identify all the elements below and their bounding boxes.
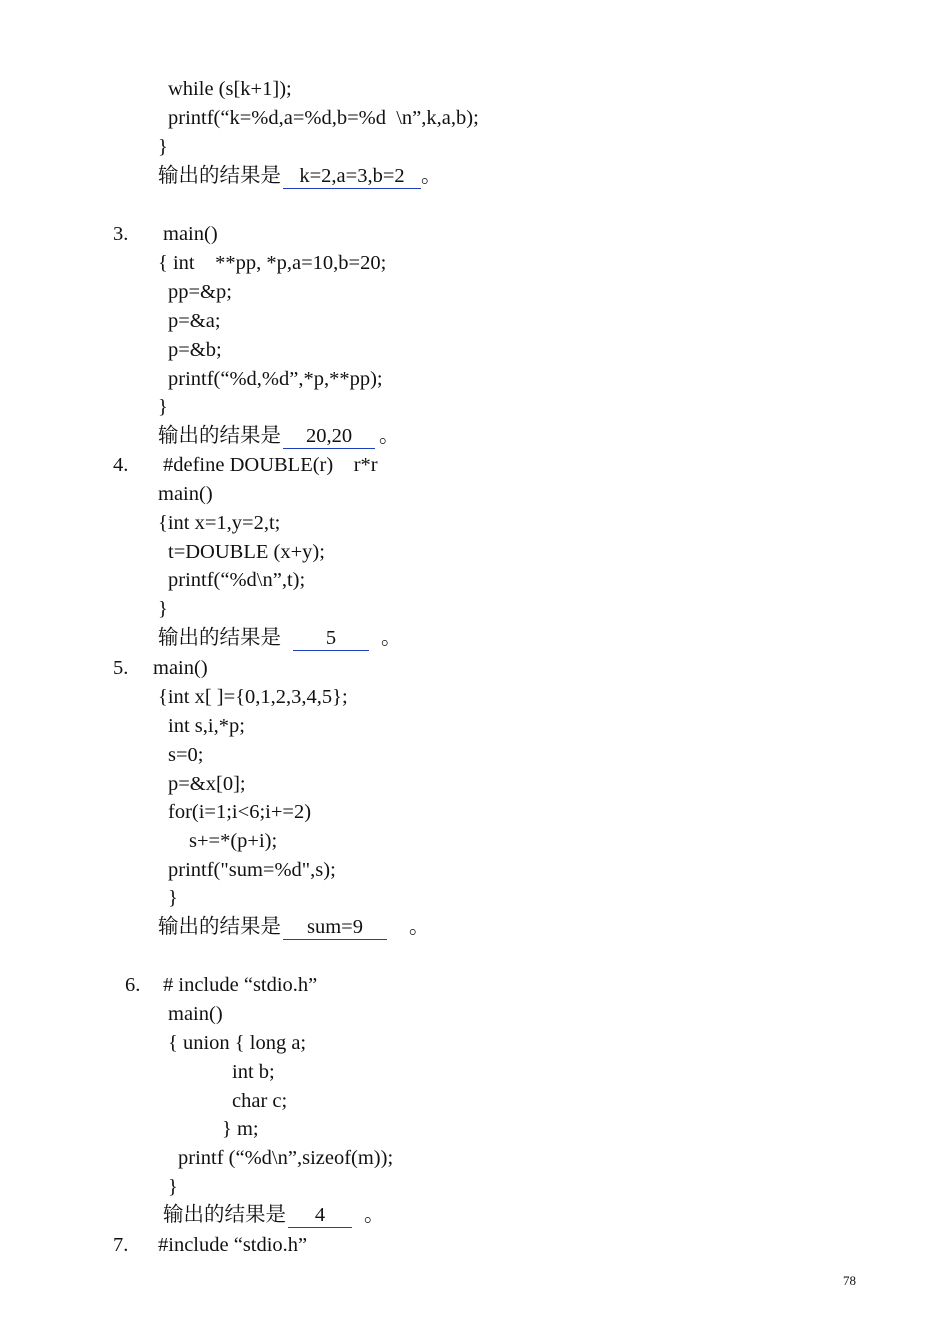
- code-line: }: [168, 1176, 178, 1198]
- code-line: int b;: [232, 1061, 275, 1083]
- code-line: { int **pp, *p,a=10,b=20;: [158, 252, 387, 274]
- code-line: int s,i,*p;: [168, 715, 245, 737]
- result-label: 输出的结果是: [158, 627, 281, 649]
- code-line: }: [168, 887, 178, 909]
- code-line: printf("sum=%d",s);: [168, 859, 336, 881]
- period: 。: [379, 425, 400, 447]
- result-line: [158, 423, 400, 449]
- question-number: 7.: [113, 1234, 129, 1256]
- code-line: main(): [163, 223, 218, 245]
- question-number: 5.: [113, 657, 129, 679]
- code-line: while (s[k+1]);: [168, 78, 292, 100]
- question-number: 3.: [113, 223, 129, 245]
- code-line: {int x[ ]={0,1,2,3,4,5};: [158, 686, 348, 708]
- code-line: p=&b;: [168, 339, 222, 361]
- code-line: printf (“%d\n”,sizeof(m));: [178, 1147, 394, 1169]
- code-line: main(): [153, 657, 208, 679]
- code-line: main(): [158, 483, 213, 505]
- period: 。: [381, 627, 402, 649]
- answer-blank: k=2,a=3,b=2: [283, 164, 421, 189]
- result-label: 输出的结果是: [158, 165, 281, 187]
- code-line: }: [158, 598, 168, 620]
- question-number: 4.: [113, 454, 129, 476]
- period: 。: [409, 916, 430, 938]
- code-line: #include “stdio.h”: [158, 1234, 308, 1256]
- code-line: char c;: [232, 1090, 288, 1112]
- code-line: p=&a;: [168, 310, 221, 332]
- code-line: printf(“k=%d,a=%d,b=%d \n”,k,a,b);: [168, 107, 479, 129]
- code-line: }: [158, 396, 168, 418]
- answer-blank: sum=9: [283, 915, 387, 940]
- answer-blank: 4: [288, 1203, 352, 1228]
- answer-blank: 5: [293, 626, 369, 651]
- result-label: 输出的结果是: [158, 425, 281, 447]
- code-line: printf(“%d,%d”,*p,**pp);: [168, 368, 383, 390]
- code-line: main(): [168, 1003, 223, 1025]
- result-label: 输出的结果是: [158, 916, 281, 938]
- code-line: # include “stdio.h”: [163, 974, 318, 996]
- code-line: for(i=1;i<6;i+=2): [168, 801, 312, 823]
- page-number: 78: [843, 1273, 856, 1288]
- code-line: pp=&p;: [168, 281, 232, 303]
- code-line: }: [158, 136, 168, 158]
- code-line: #define DOUBLE(r) r*r: [163, 454, 378, 476]
- result-line: [158, 914, 430, 940]
- code-line: t=DOUBLE (x+y);: [168, 541, 325, 563]
- code-line: p=&x[0];: [168, 773, 246, 795]
- question-number: 6.: [125, 974, 141, 996]
- code-line: printf(“%d\n”,t);: [168, 569, 306, 591]
- result-line: [158, 163, 442, 189]
- period: 。: [364, 1204, 385, 1226]
- code-line: } m;: [222, 1118, 259, 1140]
- code-line: s+=*(p+i);: [189, 830, 278, 852]
- code-line: {int x=1,y=2,t;: [158, 512, 281, 534]
- period: 。: [421, 165, 442, 187]
- answer-blank: 20,20: [283, 424, 375, 449]
- result-line: [158, 625, 402, 651]
- code-line: s=0;: [168, 744, 204, 766]
- code-line: { union { long a;: [168, 1032, 307, 1054]
- result-line: [163, 1202, 385, 1228]
- result-label: 输出的结果是: [163, 1204, 286, 1226]
